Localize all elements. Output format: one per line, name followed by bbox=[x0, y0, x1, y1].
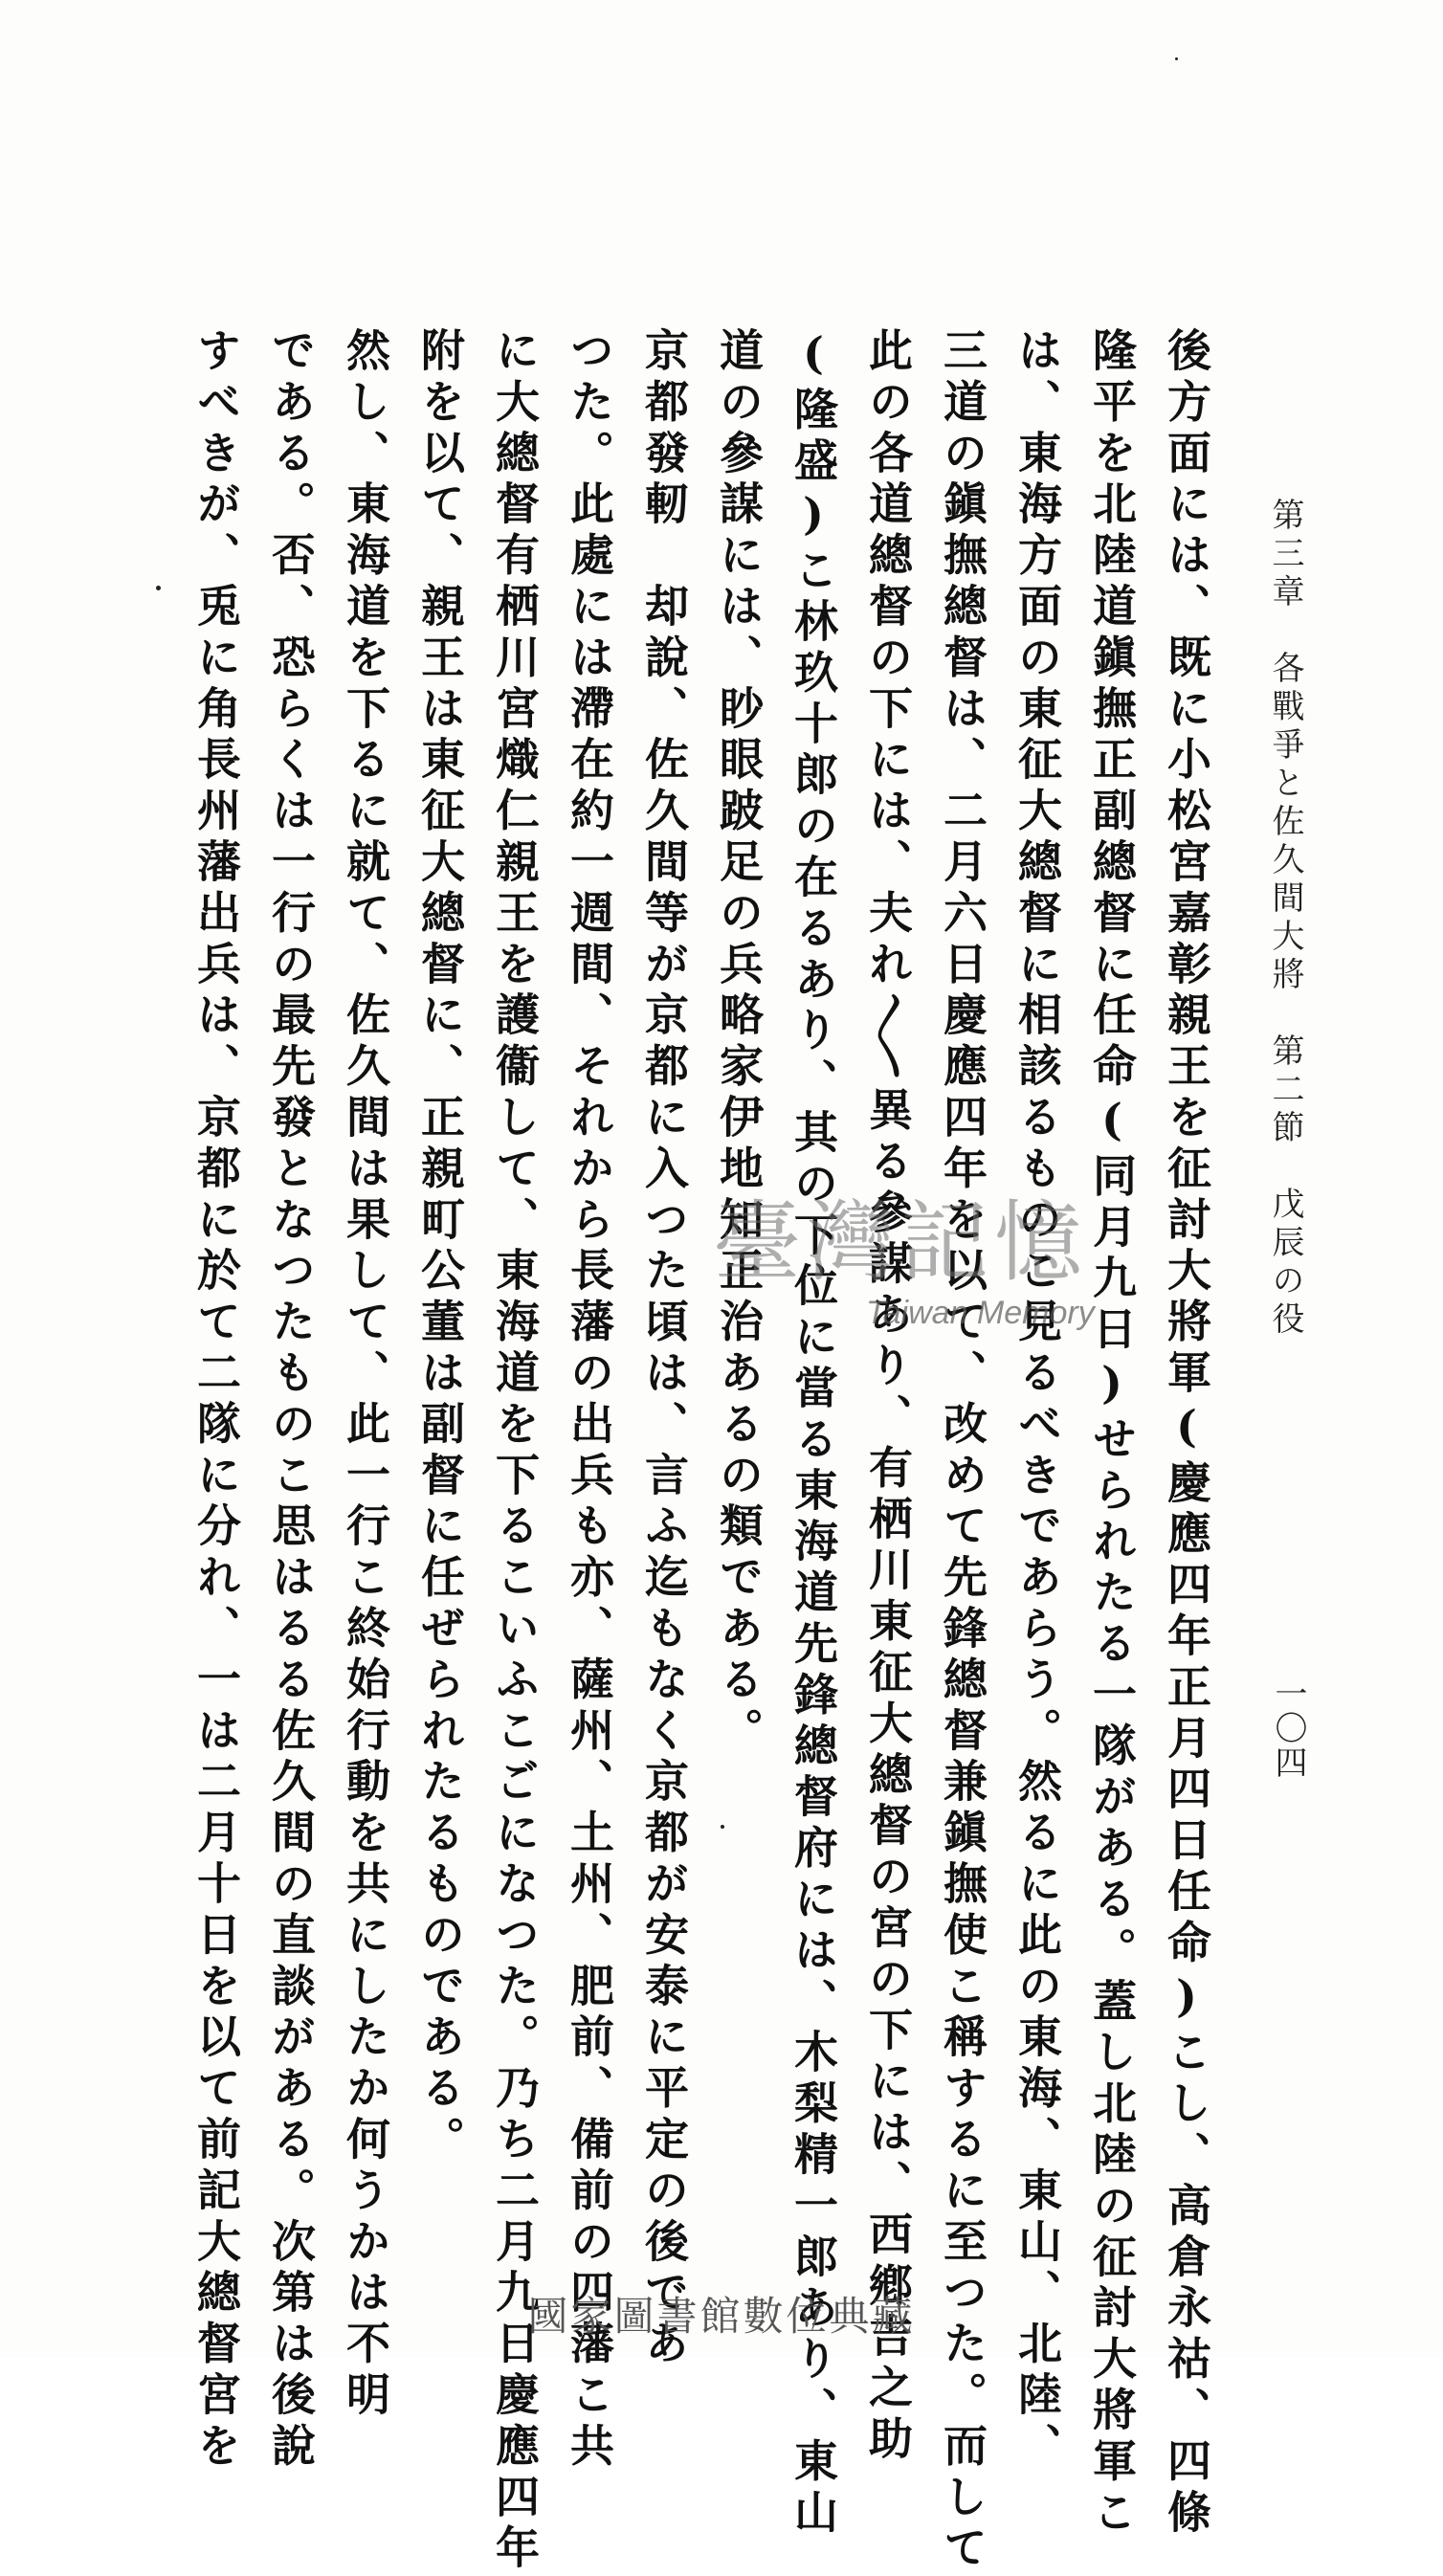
text-line-6: (隆盛)こ林玖十郎の在るあり、其の下位に當る東海道先鋒總督府には、木梨精一郎あり、東山 bbox=[788, 327, 839, 2541]
text-line-4: 三道の鎭撫總督は、二月六日慶應四年を以て、改めて先鋒總督兼鎭撫使こ稱するに至つた。而して bbox=[937, 327, 988, 2576]
text-line-1: 後方面には、既に小松宮嘉彰親王を征討大將軍(慶應四年正月四日任命)こし、高倉永祜、四條 bbox=[1161, 327, 1212, 2541]
text-line-11: 附を以て、親王は東征大總督に、正親町公董は副督に任ぜられたるものである。 bbox=[414, 327, 466, 2167]
text-line-3: は、東海方面の東征大總督に相該るものこ見るべきであらう。然るに此の東海、東山、北陸、 bbox=[1011, 327, 1063, 2474]
page-number: 一〇四 bbox=[1269, 1677, 1307, 1780]
text-line-5: 此の各道總督の下には、夫れ〳〵異る參謀あり、有栖川東征大總督の宮の下には、西鄕吉之助 bbox=[862, 327, 914, 2467]
scan-speck bbox=[1175, 57, 1178, 60]
text-line-10: に大總督有栖川宮熾仁親王を護衞して、東海道を下るこいふこごになつた。乃ち二月九日慶應四年 bbox=[489, 327, 541, 2576]
scan-speck bbox=[156, 586, 161, 590]
archive-footer: 國家圖書館數位典藏 bbox=[527, 2293, 916, 2340]
scan-speck bbox=[721, 1825, 724, 1829]
text-line-2: 隆平を北陸道鎭撫正副總督に任命(同月九日)せられたる一隊がある。蓋し北陸の征討大將軍こ bbox=[1086, 327, 1138, 2541]
text-line-9: つた。此處には滯在約一週間、それから長藩の出兵も亦、薩州、土州、肥前、備前の四藩こ共 bbox=[564, 327, 615, 2474]
watermark-caption: Taiwan Memory bbox=[866, 1295, 1095, 1331]
running-head: 第三章 各戰爭と佐久間大將 第二節 戊辰の役 bbox=[1266, 498, 1304, 1340]
text-line-13: である。否、恐らくは一行の最先發となつたものこ思はるる佐久間の直談がある。次第は後說 bbox=[265, 327, 317, 2474]
text-line-14: すべきが、兎に角長州藩出兵は、京都に於て二隊に分れ、一は二月十日を以て前記大總督宮を bbox=[190, 327, 242, 2474]
text-line-7: 道の參謀には、眇眼跛足の兵略家伊地知正治あるの類である。 bbox=[713, 327, 765, 1759]
text-line-12: 然し、東海道を下るに就て、佐久間は果して、此一行こ終始行動を共にしたか何うかは不明 bbox=[340, 327, 391, 2423]
section-heading-line: 京都發軔 却說、佐久間等が京都に入つた頃は、言ふ迄もなく京都が安泰に平定の後であ bbox=[638, 327, 690, 2371]
watermark-logo: 臺灣記憶 bbox=[713, 1191, 1089, 1294]
